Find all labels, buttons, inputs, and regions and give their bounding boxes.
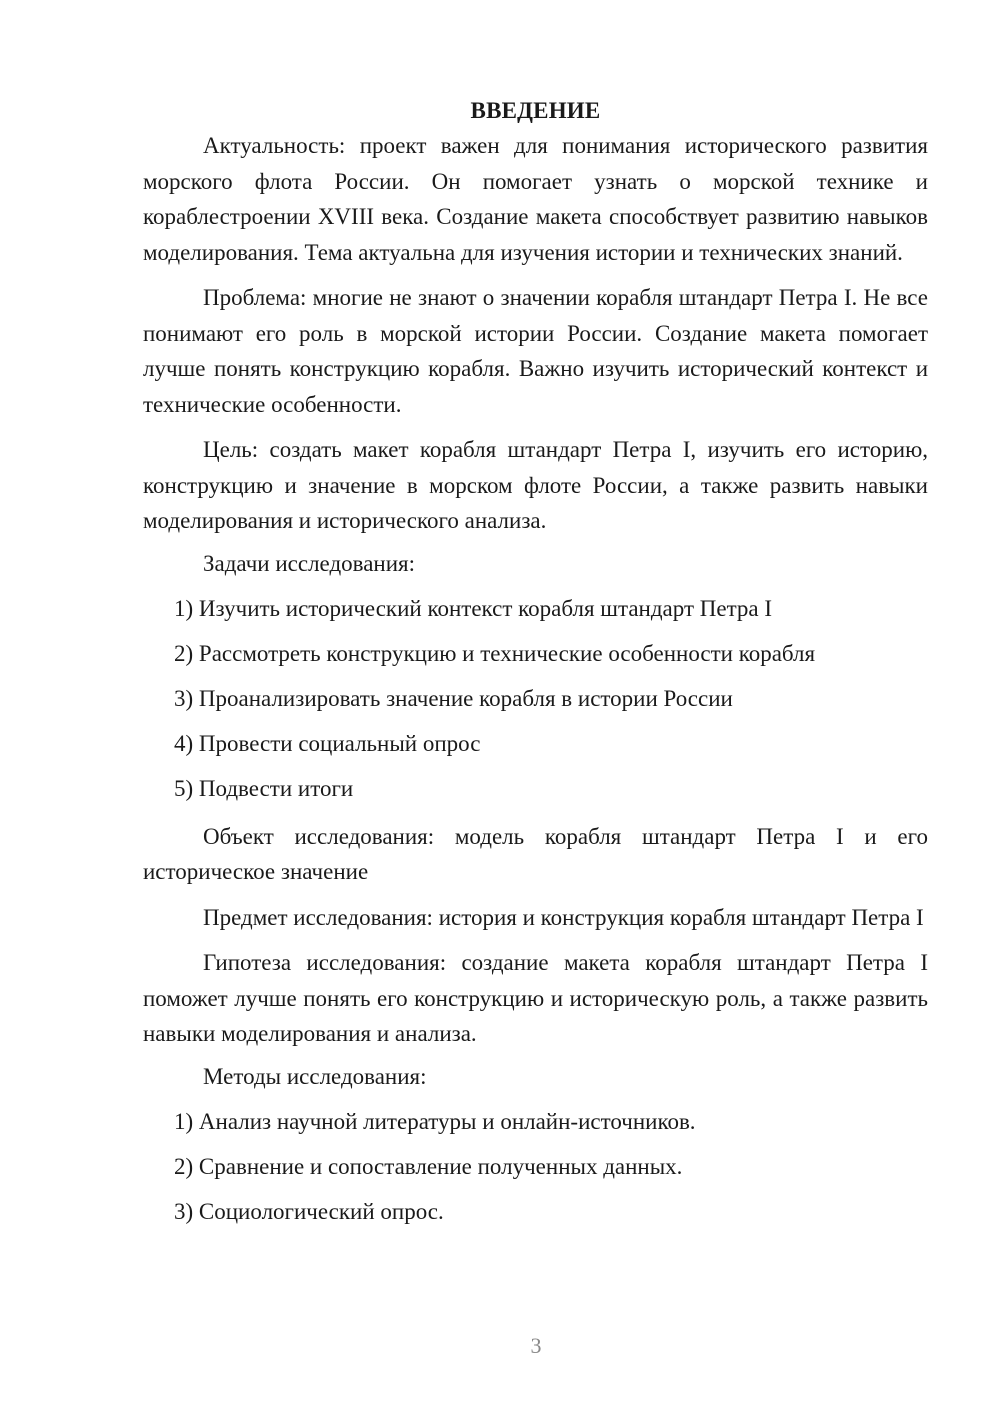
page-number: 3 bbox=[530, 1333, 542, 1358]
method-item: 3) Социологический опрос. bbox=[174, 1198, 444, 1224]
subject-paragraph: Предмет исследования: история и конструкция корабля штандарт Петра I bbox=[203, 904, 924, 930]
relevance-paragraph: Актуальность: проект важен для понимания исторического развития морского флота России. Он помогает узнать о морской технике и кораблестроении XVIII века. Создание макета способствует развитию навыков моделирования. Тема актуальна для изучения истории и технических знаний. bbox=[143, 133, 928, 265]
page-title: ВВЕДЕНИЕ bbox=[470, 98, 601, 123]
hypothesis-paragraph: Гипотеза исследования: создание макета корабля штандарт Петра I поможет лучше понять его конструкцию и историческую роль, а также развить навыки моделирования и анализа. bbox=[143, 950, 928, 1046]
task-item: 3) Проанализировать значение корабля в истории России bbox=[174, 685, 733, 711]
goal-paragraph: Цель: создать макет корабля штандарт Петра I, изучить его историю, конструкцию и значение в морском флоте России, а также развить навыки моделирования и исторического анализа. bbox=[143, 437, 928, 533]
task-item: 1) Изучить исторический контекст корабля штандарт Петра I bbox=[174, 595, 773, 621]
tasks-heading: Задачи исследования: bbox=[203, 550, 416, 576]
methods-heading: Методы исследования: bbox=[203, 1063, 427, 1089]
problem-paragraph: Проблема: многие не знают о значении корабля штандарт Петра I. Не все понимают его роль в морской истории России. Создание макета помогает лучше понять конструкцию корабля. Важно изучить исторический контекст и технические особенности. bbox=[143, 285, 928, 417]
task-item: 5) Подвести итоги bbox=[174, 775, 354, 801]
method-item: 1) Анализ научной литературы и онлайн-источников. bbox=[174, 1108, 696, 1134]
tasks-list bbox=[143, 594, 928, 804]
object-paragraph: Объект исследования: модель корабля штандарт Петра I и его историческое значение bbox=[143, 823, 928, 884]
method-item: 2) Сравнение и сопоставление полученных данных. bbox=[174, 1153, 683, 1179]
page-content bbox=[143, 96, 928, 1242]
task-item: 2) Рассмотреть конструкцию и технические особенности корабля bbox=[174, 640, 816, 666]
task-item: 4) Провести социальный опрос bbox=[174, 730, 481, 756]
methods-list bbox=[143, 1107, 928, 1227]
